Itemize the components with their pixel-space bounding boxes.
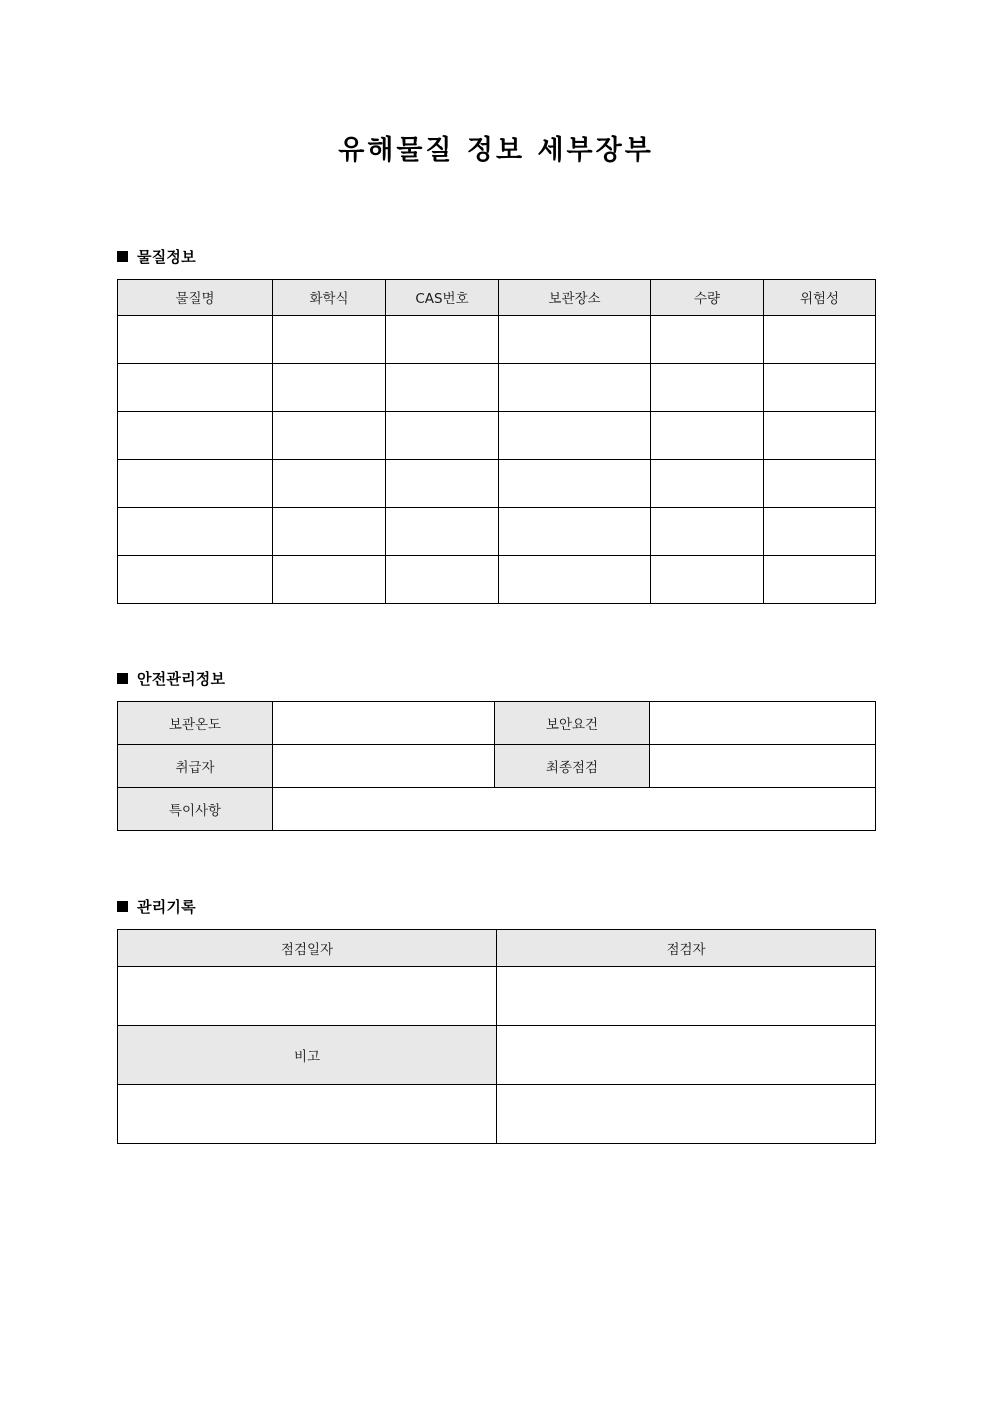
section-safety-management-info <box>0 668 992 831</box>
table-row <box>118 1025 876 1084</box>
table-row <box>118 555 876 603</box>
section-management-record <box>0 896 992 1144</box>
field-special-notes[interactable] <box>273 787 876 830</box>
cell-quantity[interactable] <box>651 411 764 459</box>
label-handler: 취급자 <box>118 744 273 787</box>
cell-substance-name[interactable] <box>118 411 273 459</box>
table-row <box>118 1084 876 1143</box>
section-heading-safety-management-info <box>0 668 992 689</box>
cell-inspector[interactable] <box>497 1084 876 1143</box>
cell-quantity[interactable] <box>651 555 764 603</box>
cell-hazard[interactable] <box>764 555 876 603</box>
label-remarks: 비고 <box>118 1025 497 1084</box>
section-heading-management-record <box>0 896 992 917</box>
section-material-info <box>0 246 992 604</box>
field-remarks[interactable] <box>497 1025 876 1084</box>
cell-substance-name[interactable] <box>118 363 273 411</box>
cell-cas-number[interactable] <box>386 507 499 555</box>
section-heading-label: 물질정보 <box>137 247 196 266</box>
cell-hazard[interactable] <box>764 315 876 363</box>
cell-substance-name[interactable] <box>118 555 273 603</box>
cell-hazard[interactable] <box>764 363 876 411</box>
cell-substance-name[interactable] <box>118 459 273 507</box>
cell-chemical-formula[interactable] <box>273 459 386 507</box>
column-header-substance-name: 물질명 <box>118 279 273 315</box>
field-storage-temperature[interactable] <box>273 701 495 744</box>
field-last-inspection[interactable] <box>650 744 876 787</box>
page-title: 유해물질 정보 세부장부 <box>338 135 654 166</box>
cell-substance-name[interactable] <box>118 315 273 363</box>
cell-chemical-formula[interactable] <box>273 507 386 555</box>
table-row <box>118 363 876 411</box>
cell-hazard[interactable] <box>764 411 876 459</box>
cell-quantity[interactable] <box>651 363 764 411</box>
table-row <box>118 744 876 787</box>
column-header-quantity: 수량 <box>651 279 764 315</box>
cell-cas-number[interactable] <box>386 459 499 507</box>
table-header-row <box>118 279 876 315</box>
section-heading-material-info <box>0 246 992 267</box>
cell-quantity[interactable] <box>651 459 764 507</box>
cell-chemical-formula[interactable] <box>273 411 386 459</box>
field-handler[interactable] <box>273 744 495 787</box>
cell-inspection-date[interactable] <box>118 1084 497 1143</box>
table-row <box>118 315 876 363</box>
table-row <box>118 966 876 1025</box>
cell-cas-number[interactable] <box>386 315 499 363</box>
table-row <box>118 459 876 507</box>
cell-storage-location[interactable] <box>499 459 651 507</box>
cell-hazard[interactable] <box>764 507 876 555</box>
cell-quantity[interactable] <box>651 507 764 555</box>
cell-chemical-formula[interactable] <box>273 555 386 603</box>
cell-inspection-date[interactable] <box>118 966 497 1025</box>
column-header-storage-location: 보관장소 <box>499 279 651 315</box>
cell-hazard[interactable] <box>764 459 876 507</box>
cell-cas-number[interactable] <box>386 411 499 459</box>
cell-storage-location[interactable] <box>499 315 651 363</box>
filled-square-icon <box>117 673 128 684</box>
column-header-hazard: 위험성 <box>764 279 876 315</box>
management-record-table <box>117 929 876 1144</box>
table-row <box>118 701 876 744</box>
cell-quantity[interactable] <box>651 315 764 363</box>
cell-substance-name[interactable] <box>118 507 273 555</box>
table-header-row <box>118 929 876 966</box>
label-storage-temperature: 보관온도 <box>118 701 273 744</box>
safety-management-table <box>117 701 876 831</box>
table-row <box>118 411 876 459</box>
column-header-inspection-date: 점검일자 <box>118 929 497 966</box>
cell-inspector[interactable] <box>497 966 876 1025</box>
field-security-requirement[interactable] <box>650 701 876 744</box>
label-last-inspection: 최종점검 <box>495 744 650 787</box>
label-security-requirement: 보안요건 <box>495 701 650 744</box>
filled-square-icon <box>117 251 128 262</box>
cell-chemical-formula[interactable] <box>273 363 386 411</box>
cell-storage-location[interactable] <box>499 411 651 459</box>
label-special-notes: 특이사항 <box>118 787 273 830</box>
section-heading-label: 안전관리정보 <box>137 669 226 688</box>
column-header-cas-number: CAS번호 <box>386 279 499 315</box>
cell-chemical-formula[interactable] <box>273 315 386 363</box>
cell-cas-number[interactable] <box>386 363 499 411</box>
cell-cas-number[interactable] <box>386 555 499 603</box>
column-header-inspector: 점검자 <box>497 929 876 966</box>
column-header-chemical-formula: 화학식 <box>273 279 386 315</box>
filled-square-icon <box>117 901 128 912</box>
material-info-table <box>117 279 876 604</box>
cell-storage-location[interactable] <box>499 507 651 555</box>
cell-storage-location[interactable] <box>499 555 651 603</box>
cell-storage-location[interactable] <box>499 363 651 411</box>
table-row <box>118 507 876 555</box>
section-heading-label: 관리기록 <box>137 897 196 916</box>
table-row <box>118 787 876 830</box>
